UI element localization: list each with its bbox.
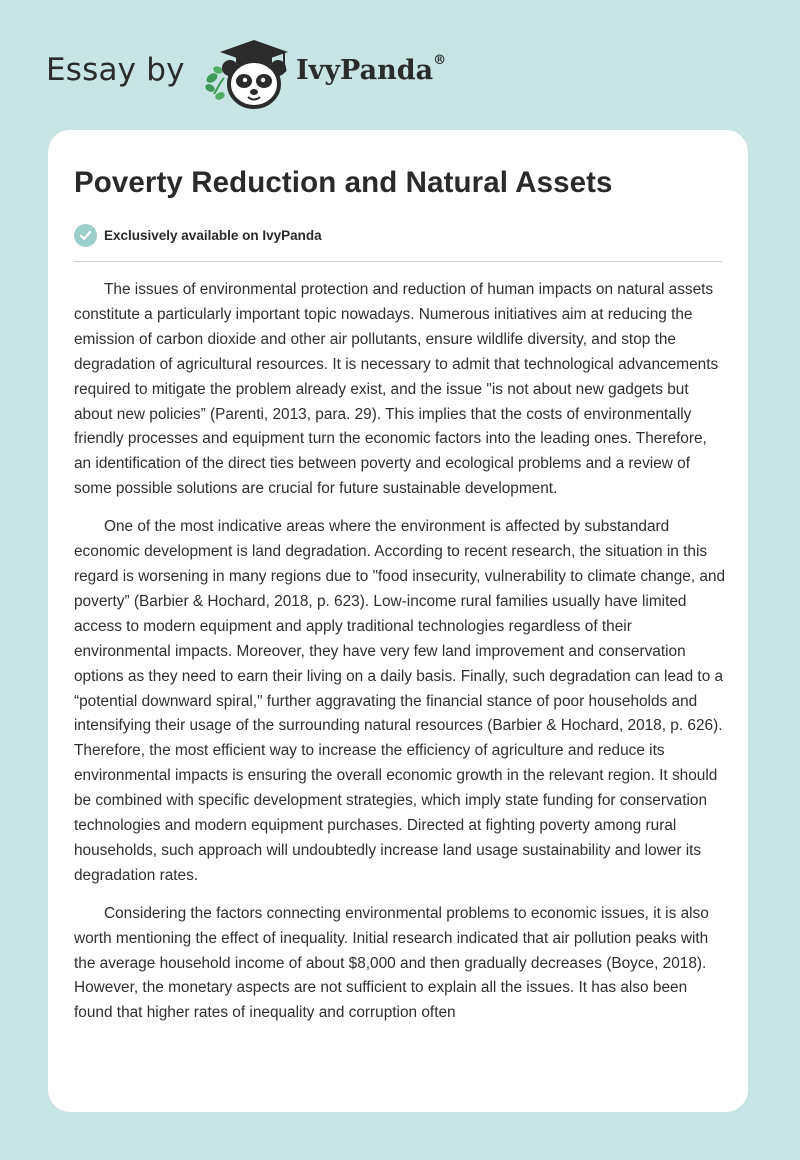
brand-name[interactable]: IvyPanda® [296, 53, 447, 86]
divider [74, 261, 722, 262]
exclusive-badge [74, 223, 322, 247]
paragraph-3: Considering the factors connecting environmental problems to economic issues, it is also worth mentioning the effect of inequality. Initial research indicated that air pollution peaks with the average household income of about $8,000 and then gradually decreases (Boyce, 2018). However, the monetary aspects are not sufficient to explain all the issues. It has also been found that higher rates of inequality and corruption often [74, 904, 709, 1022]
essay-by-label: Essay by [46, 52, 185, 88]
site-header [0, 0, 800, 120]
essay-card [48, 130, 748, 1112]
paragraph-2: One of the most indicative areas where the environment is affected by substandard economic development is land degradation. According to recent research, the situation in this regard is worsening in many regions due to "food insecurity, vulnerability to climate change, and poverty” (Barbier & Hochard, 2018, p. 623). Low-income rural families usually have limited access to modern equipment and apply traditional technologies regardless of their environmental impacts. Moreover, they have very few land improvement and conservation options as they need to earn their living on a daily basis. Finally, such degradation can lead to a “potential downward spiral," further aggravating the financial stance of poor households and intensifying their usage of the surrounding natural resources (Barbier & Hochard, 2018, p. 626). Therefore, the most efficient way to increase the efficiency of agriculture and reduce its environmental impacts is ensuring the overall economic growth in the relevant region. It should be combined with specific development strategies, which imply state funding for conservation technologies and modern equipment purchases. Directed at fighting poverty among rural households, such approach will undoubtedly increase land usage sustainability and lower its degradation rates. [74, 518, 726, 884]
check-icon [74, 224, 97, 247]
essay-body [74, 278, 726, 1039]
panda-graduate-icon[interactable] [200, 34, 292, 112]
exclusive-label: Exclusively available on IvyPanda [104, 227, 322, 243]
trademark-symbol: ® [433, 53, 447, 68]
paragraph-1: The issues of environmental protection and reduction of human impacts on natural assets constitute a particularly important topic nowadays. Numerous initiatives aim at reducing the emission of carbon dioxide and other air pollutants, ensure wildlife diversity, and stop the degradation of agricultural resources. It is necessary to admit that technological advancements required to mitigate the problem already exist, and the issue "is not about new gadgets but about new policies” (Parenti, 2013, para. 29). This implies that the costs of environmentally friendly processes and equipment turn the economic factors into the leading ones. Therefore, an identification of the direct ties between poverty and ecological problems and a review of some possible solutions are crucial for future sustainable development. [74, 281, 719, 498]
essay-title: Poverty Reduction and Natural Assets [74, 166, 613, 199]
